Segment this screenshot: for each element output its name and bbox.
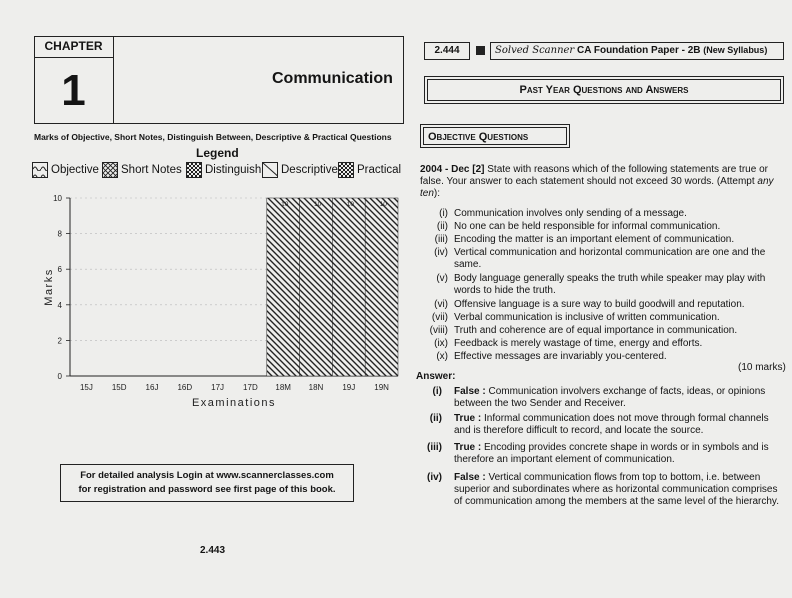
statement-number: (x) [436,351,448,362]
square-bullet-icon [476,46,485,55]
bar-value-label: 10 [379,201,387,208]
answer-number: (i) [432,386,442,397]
bar-value-label: 10 [281,201,289,208]
answer-body [454,413,784,437]
statement-number: (ix) [434,338,448,349]
statement-number: (viii) [429,325,448,336]
x-tick-label: 16J [145,383,159,392]
series-header [490,42,784,60]
statement-number: (v) [436,273,448,284]
objective-swatch-icon [32,162,48,178]
legend-label: Short Notes [121,164,182,176]
short-notes-swatch-icon [102,162,118,178]
statement-number: (iv) [434,247,448,258]
series-script: Solved Scanner [495,45,575,56]
marks-caption: Marks of Objective, Short Notes, Distinguish Between, Descriptive & Practical Questions [34,132,392,142]
x-tick-label: 17D [243,383,258,392]
statement-text: Truth and coherence are of equal importance in communication. [454,325,738,336]
practical-swatch-icon [338,162,354,178]
answer-verdict: True : [454,413,482,424]
question-italic: any ten [420,176,774,199]
answer-number: (iii) [427,442,442,453]
x-tick-label: 17J [211,383,225,392]
statement-text: Effective messages are invariably you-centered. [454,351,667,362]
bar [267,198,300,376]
y-tick-label: 4 [57,300,62,310]
x-tick-label: 18N [308,383,324,392]
answer-text: Communication involvers exchange of facts, ideas, or opinions between the two Sender and Receiver. [454,386,766,409]
x-axis-label: Examinations [191,397,277,409]
bar-value-label: 10 [313,201,322,208]
statement-text: Feedback is merely wastage of time, energy and efforts. [454,338,703,349]
answer-number: (iv) [427,472,442,483]
answer-list [416,386,786,546]
marks-chart [38,190,408,414]
bar [300,198,333,376]
y-axis-label: Marks [43,268,55,306]
statement-text: Vertical communication and horizontal communication are one and the same. [454,247,766,270]
series-title: CA Foundation Paper - 2B [574,45,704,56]
statement-text: Body language generally speaks the truth while speaker may play with words to hide the truth. [454,273,766,296]
x-tick-label: 19J [342,383,356,392]
legend-label: Practical [357,164,402,176]
answer-body [454,472,784,508]
subsection-heading: Objective Questions [423,127,567,145]
x-tick-label: 15D [111,383,127,392]
statement-number: (iii) [434,234,448,245]
answer-number: (ii) [429,413,442,424]
legend-label: Objective [51,164,99,176]
question-text: State with reasons which of the following statements are true or false. Your answer to each statement should not exceed 30 words. (Attempt [420,164,768,187]
legend-item-objective [32,162,99,178]
legend-title: Legend [196,146,239,160]
statement-list [416,208,786,368]
right-page-number: 2.444 [424,42,470,60]
x-tick-label: 18M [275,383,291,392]
section-heading: Past Year Questions and Answers [427,79,781,101]
x-tick-label: 15J [79,383,93,392]
subsection-heading-box [420,124,570,148]
question-end: ): [433,188,441,199]
statement-number: (vi) [434,299,448,310]
legend-label: Distinguish [205,164,262,176]
legend-item-short-notes [102,162,182,178]
y-tick-label: 8 [57,229,62,239]
answer-verdict: False : [454,386,486,397]
bar [332,198,365,376]
statement-text: Communication involves only sending of a message. [454,208,687,219]
descriptive-swatch-icon [262,162,278,178]
footer-line-2: for registration and password see first page of this book. [78,484,336,495]
marks-note: (10 marks) [738,362,786,373]
statement-text: Offensive language is a sure way to build goodwill and reputation. [454,299,745,310]
distinguish-swatch-icon [186,162,202,178]
statement-text: Verbal communication is inclusive of written communication. [454,312,720,323]
bar-value-label: 10 [346,201,355,208]
answer-heading: Answer: [416,371,456,382]
answer-body [454,386,784,410]
answer-body [454,442,784,466]
legend-label: Descriptive [281,164,338,176]
answer-verdict: False : [454,472,486,483]
legend-item-descriptive [262,162,338,178]
legend-item-distinguish [186,162,261,178]
chapter-title: Communication [272,70,393,87]
y-tick-label: 2 [57,336,62,346]
question-ref: 2004 - Dec [2] [420,164,485,175]
legend-item-practical [338,162,401,178]
question-intro [420,164,786,200]
answer-text: Informal communication does not move through formal channels and is therefore difficult to record, and locate the source. [454,413,769,436]
chapter-label: CHAPTER [34,36,114,58]
bar [365,198,398,376]
series-syllabus: (New Syllabus) [703,45,768,55]
answer-verdict: True : [454,442,482,453]
statement-number: (i) [439,208,448,219]
chapter-number: 1 [34,58,114,124]
chart-legend [32,162,402,184]
left-page-number: 2.443 [200,545,226,556]
analysis-login-note [60,464,354,502]
y-tick-label: 10 [53,194,62,203]
x-tick-label: 16D [177,383,193,392]
statement-text: Encoding the matter is an important element of communication. [454,234,735,245]
answer-text: Encoding provides concrete shape in words or in symbols and is therefore an important element of communication. [454,442,769,465]
y-tick-label: 6 [57,265,62,275]
y-tick-label: 0 [57,372,62,381]
statement-number: (vii) [431,312,448,323]
answer-text: Vertical communication flows from top to bottom, i.e. between superior and subordinates where as horizontal communication comprises of communication among the members at the same level of the hierarchy. [454,472,779,507]
section-heading-box [424,76,784,104]
footer-line-1: For detailed analysis Login at www.scannerclasses.com [80,470,334,481]
statement-number: (ii) [436,221,448,232]
statement-text: No one can be held responsible for informal communication. [454,221,721,232]
x-tick-label: 19N [374,383,389,392]
